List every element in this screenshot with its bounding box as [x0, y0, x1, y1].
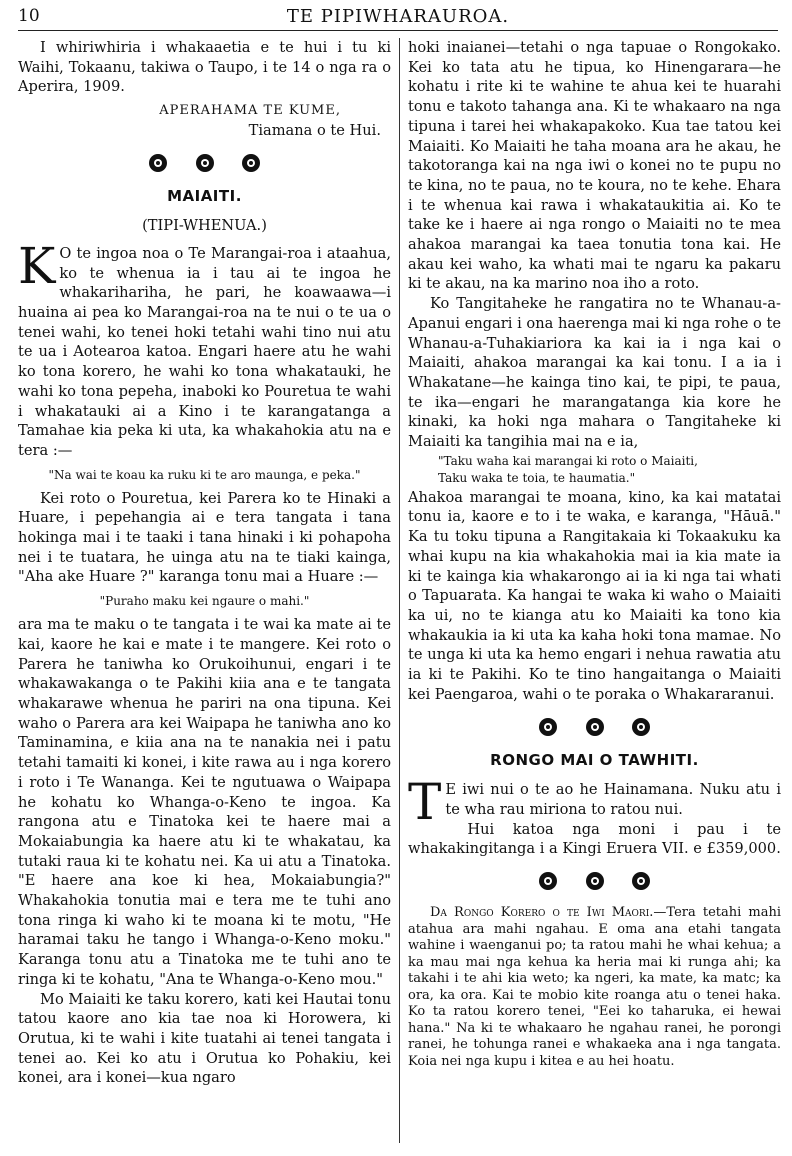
ornament-row: [408, 717, 781, 741]
article-paragraph: Ahakoa marangai te moana, kino, ka kai matatai tonu ia, kaore e to i te waka, e karanga, "Hāuā." Ka tu toku tipuna a Rangitakaia ki Tokaakuku ka whai kupu na kia whakahokia mai ia kia mate ia ki te kainga kia whakarongo ai ia ki nga tai whati o Tapuarata. Ka hangai te waka ki waho o Maiaiti ka ui, no te kianga atu ko Maiaiti ka tono kia whakaukia ia ki uta ka kaha hoki tona mamae. No te unga ki uta ka hemo engari i nehua rawatia atu ia ki te Pakihi. Ko te tino hangaitanga o Maiaiti kei Paengaroa, wahi o te poraka o Whakararanui.: [408, 488, 781, 703]
column-divider: [399, 38, 400, 1143]
article-paragraph: hoki inaianei—tetahi o nga tapuae o Rongokako. Kei ko tata atu he tipua, ko Hinengarara—he kohatu i rite ki te wahine te ahua kei te huarahi tonu e takoto tahanga ana. Ki te whakaaro na nga tipuna i tarei hei whakapakoko. Kua tae tatou kei Maiaiti. Ko Maiaiti he taha moana ara he akau, he takotoranga kai na nga iwi o konei no te pupu no te kina, no te paua, no te koura, no te kehe. Ehara i te whenua kai rawa i whakataukitia ai. Ko te take ke i haere ai nga rongo o Maiaiti no te mea ahakoa marangai ka taea tonutia tona kai. He akau kei waho, ka whati mai te ngaru ka pakaru ki te akau, na ka marino noa iho a roto.: [408, 39, 781, 293]
article-paragraph: [408, 773, 781, 832]
drop-cap: K: [18, 236, 56, 295]
right-column: [408, 38, 781, 1070]
article-title: MAIAITI.: [167, 186, 242, 205]
notice-signature-role: Tiamana o te Hui.: [248, 121, 381, 139]
article-paragraph: Hui katoa nga moni i pau i te whakakingitanga i a Kingi Eruera VII. e £359,000.: [408, 820, 781, 858]
flower-ornament-icon: [631, 871, 651, 891]
article-paragraph: Ko Tangitaheke he rangatira no te Whanau-a-Apanui engari i ona haerenga mai ki nga rohe o te Whanau-a-Tuhakiariora ka kai ia i nga kai o Maiaiti, ahakoa marangai ka kai tonu. I a ia i Whakatane—he kainga tino kai, te pipi, te paua, te ika—engari he marangatanga kia kore he kinaki, ka hoki nga mahara o Tangitaheke ki Maiaiti ka tangihia mai na e ia,: [408, 295, 781, 451]
quotation-line: "Taku waha kai marangai ki roto o Maiaiti,: [438, 453, 698, 468]
page-title: TE PIPIWHARAUROA.: [286, 6, 510, 27]
left-column: [18, 38, 391, 1088]
notice-signature-name: APERAHAMA TE KUME,: [159, 103, 341, 119]
quotation: "Na wai te koau ka ruku ki te aro maunga, e peka.": [48, 467, 361, 482]
ornament-row: [408, 871, 781, 895]
flower-ornament-icon: [241, 153, 261, 173]
quotation-line: Taku waka te toia, te haumatia.": [438, 470, 636, 485]
article-paragraph: [18, 236, 391, 461]
article-paragraph: Mo Maiaiti ke taku korero, kati kei Hautai tonu tatou kaore ano kia tae noa ki Horowera, ki Orutua, ki te wahi i kite tuatahi ai tenei tangata i tenei ao. Kei ko atu i Orutua ko Pohakiu, kei konei, ara i konei—kua ngaro: [18, 990, 391, 1087]
ornament-row: [18, 153, 391, 177]
article-paragraph: ara ma te maku o te tangata i te wai ka mate ai te kai, kaore he kai e mate i te mangere. Kei roto o Parera he taniwha ko Orukoihunui, engari i te whakawakanga o te Pakihi kiia ana e te tangata whakarawe whenua he pariri na ona tipuna. Kei waho o Parera ara kei Waipapa he taniwha ano ko Taminamina, e kiia ana na te nanakia nei i patu tetahi tamaiti ki konei, i kite rawa au i nga korero i roto i Te Wananga. Kei te ngutuawa o Waipapa he kohatu ko Whanga-o-Keno te ingoa. Ka rangona atu e Tinatoka kei te haere mai a Mokaiabungia ka haere atu ki te whakatau, ka tutaki raua ki te kohatu nei. Ka ui atu a Tinatoka. "E haere ana koe ki hea, Mokaiabungia?" Whakahokia tonutia mai e tera me te tuhi ano tona ringa ki waho ki te moana ki te motu, "He haramai taku he tango i Whanga-o-Keno moku." Karanga tonu atu a Tinatoka me te tuhi ano te ringa ki te kohatu, "Ana te Whanga-o-Keno mou.": [18, 616, 391, 988]
article-subtitle: (TIPI-WHENUA.): [142, 217, 267, 235]
drop-cap: T: [408, 773, 442, 832]
article-title: RONGO MAI O TAWHITI.: [490, 750, 699, 769]
section-lead: Da Rongo Korero o te Iwi Maori.: [430, 905, 654, 921]
flower-ornament-icon: [585, 717, 605, 737]
flower-ornament-icon: [538, 717, 558, 737]
page-number: 10: [18, 6, 40, 26]
paragraph-text: O te ingoa noa o Te Marangai-roa i ataahua, ko te whenua ia i tau ai te ingoa he whakarihariha, he pari, he koawaawa—i huaina ai pea ko Marangai-roa na te nui o te ua o tenei wahi, ko tenei hoki tetahi wahi tino nui atu te ua i Aotearoa katoa. Engari haere atu he wahi ko tona korero, he wahi ko tona whakatauki, he wahi ko tona pepeha, inaboki ko Pouretua te wahi i whakatauki ai a Kino i te karangatanga a Tamahae kia peka ki uta, ka whakahokia atu na e tera :—: [18, 244, 391, 459]
header-rule: [18, 30, 778, 31]
paragraph-text: E iwi nui o te ao he Hainamana. Nuku atu i te wha rau miriona to ratou nui.: [445, 781, 781, 818]
flower-ornament-icon: [538, 871, 558, 891]
flower-ornament-icon: [631, 717, 651, 737]
page-header: [18, 6, 778, 28]
paragraph-text: —Tera tetahi mahi atahua ara mahi ngahau. E oma ana etahi tangata wahine i waenganui po; ta ratou mahi he whai kehua; a ka mau mai nga kehua ka heria mai ki runga ahi; ka takahi i te ahi kia weto; ka ngeri, ka mate, ka matc; ka ora, ka ora. Kai te mobio kite roanga atu o tenei haka. Ko ta ratou korero tenei, "Eei ko taharuka, ei hewai hana." Na ki te whakaaro he ngahau ranei, he porongi ranei, he tohunga ranei e whakaeka ana i nga tangata. Koia nei nga kupu i kitea e au hei hoatu.: [408, 905, 781, 1069]
quotation: "Puraho maku kei ngaure o mahi.": [99, 594, 310, 609]
flower-ornament-icon: [195, 153, 215, 173]
article-paragraph: [408, 905, 781, 1070]
flower-ornament-icon: [148, 153, 168, 173]
article-paragraph: Kei roto o Pouretua, kei Parera ko te Hinaki a Huare, i pepehangia ai e tera tangata i tana hokinga mai i te taaki i tana hinaki i ki pohapoha nei i te tuatara, he uinga atu na te tiaki kainga, "Aha ake Huare ?" karanga tonu mai a Huare :—: [18, 489, 391, 586]
flower-ornament-icon: [585, 871, 605, 891]
notice-text: I whiriwhiria i whakaaetia e te hui i tu ki Waihi, Tokaanu, takiwa o Taupo, i te 14 o nga ra o Aperira, 1909.: [18, 39, 391, 96]
